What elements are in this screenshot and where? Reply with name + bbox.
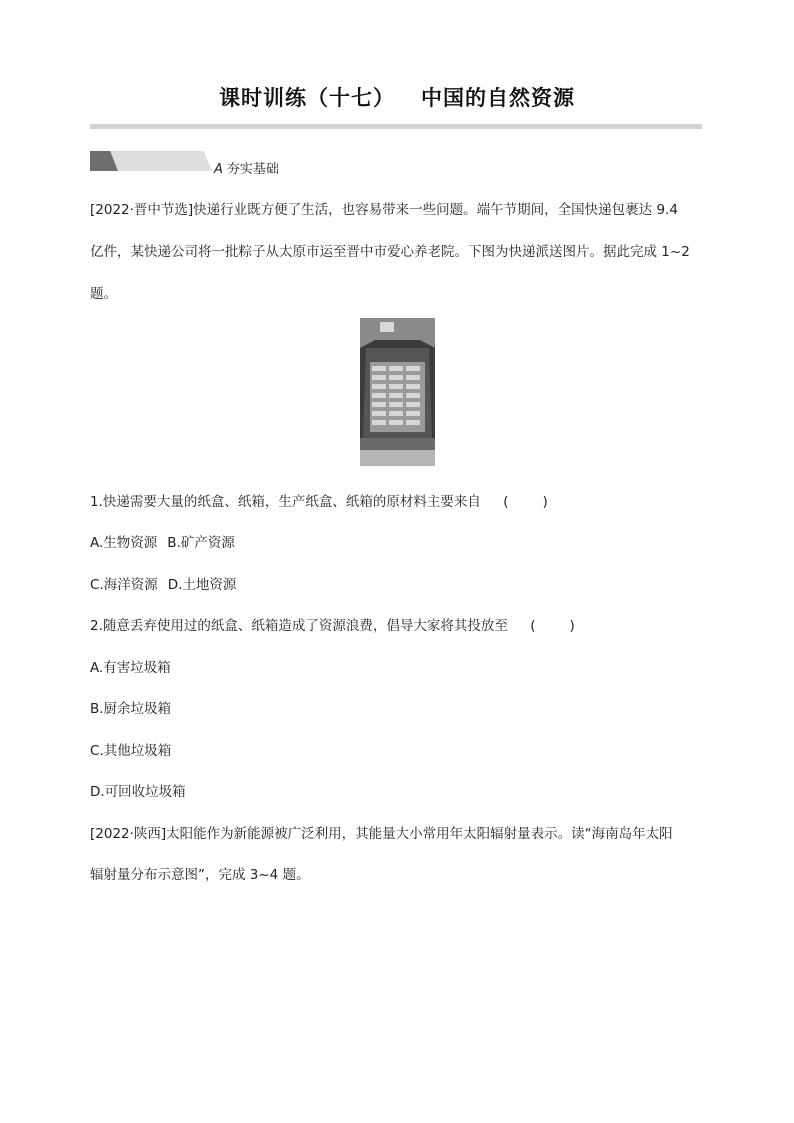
answer-blank-2: ( ) [530,618,575,634]
section-tab-graphic [90,151,210,171]
question-1-options-row2 [90,573,236,593]
q2-option-c: C.其他垃圾箱 [90,743,172,759]
page-title [0,82,794,112]
title-part2: 中国的自然资源 [421,86,575,110]
q2-option-a: A.有害垃圾箱 [90,660,171,676]
question-2-stem: 2.随意丢弃使用过的纸盒、纸箱造成了资源浪费，倡导大家将其投放至 [90,618,508,634]
passage2-line1: [2022·陕西]太阳能作为新能源被广泛利用，其能量大小常用年太阳辐射量表示。读“海南岛年太阳 [90,826,673,842]
question-1-options-row1 [90,531,235,551]
passage2-line2: 辐射量分布示意图”，完成 3~4 题。 [90,867,310,883]
answer-blank-1: ( ) [503,494,548,510]
q1-option-b: B.矿产资源 [167,535,235,551]
q1-option-a: A.生物资源 [90,535,158,551]
express-delivery-photo [360,318,435,466]
section-tab-light [108,151,212,171]
section-label-text: 夯实基础 [226,162,279,177]
q1-option-c: C.海洋资源 [90,577,158,593]
question-1-stem: 1.快递需要大量的纸盒、纸箱，生产纸盒、纸箱的原材料主要来自 [90,494,481,510]
section-letter: A [214,162,223,177]
title-divider [90,124,702,129]
title-part1: 课时训练（十七） [219,86,395,110]
car-trunk-boxes-image [360,318,435,466]
question-2 [90,614,575,634]
section-heading [214,158,279,177]
q2-option-b: B.厨余垃圾箱 [90,701,172,717]
passage1-line3: 题。 [90,286,117,302]
q2-option-d: D.可回收垃圾箱 [90,784,186,800]
q1-option-d: D.土地资源 [167,577,237,593]
passage1-line1: [2022·晋中节选]快递行业既方便了生活，也容易带来一些问题。端午节期间，全国快递包裹达 9.4 [90,202,678,218]
passage1-line2: 亿件，某快递公司将一批粽子从太原市运至晋中市爱心养老院。下图为快递派送图片。据此完成 1~2 [90,244,690,260]
question-1 [90,490,548,510]
